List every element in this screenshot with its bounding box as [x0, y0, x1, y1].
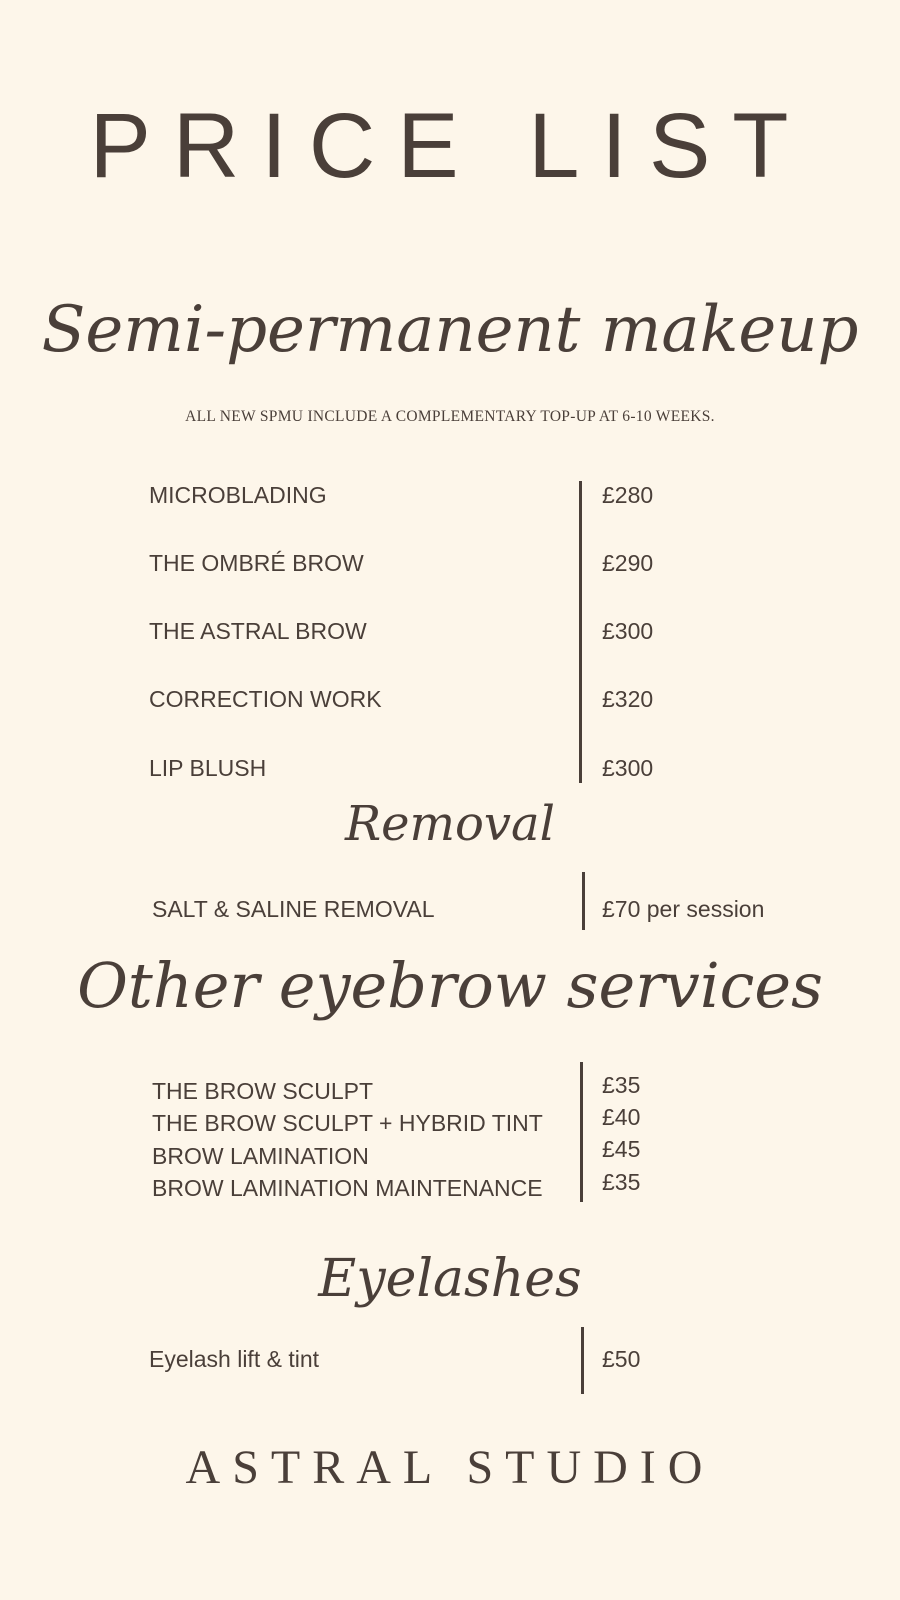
- section-heading-eyelashes: Eyelashes: [318, 1249, 582, 1309]
- spmu-note: ALL NEW SPMU INCLUDE A COMPLEMENTARY TOP-UP AT 6-10 WEEKS.: [185, 408, 715, 425]
- service-name: THE ASTRAL BROW: [149, 618, 367, 644]
- service-name: MICROBLADING: [149, 482, 327, 508]
- service-name: Eyelash lift & tint: [149, 1346, 320, 1372]
- divider-spmu: [579, 481, 582, 783]
- divider-removal: [582, 872, 585, 930]
- divider-eyelashes: [581, 1327, 584, 1394]
- service-price: £40: [602, 1104, 641, 1130]
- service-price: £300: [602, 618, 654, 644]
- section-heading-spmu: Semi-permanent makeup: [41, 293, 859, 367]
- service-name: THE OMBRÉ BROW: [149, 550, 364, 576]
- brand-name: ASTRAL STUDIO: [185, 1441, 715, 1494]
- service-name: LIP BLUSH: [149, 755, 267, 781]
- service-name: THE BROW SCULPT: [152, 1078, 374, 1104]
- service-price: £45: [602, 1136, 641, 1162]
- service-price: £290: [602, 550, 654, 576]
- service-name: BROW LAMINATION: [152, 1143, 369, 1169]
- service-price: £70 per session: [602, 896, 765, 922]
- section-heading-removal: Removal: [344, 796, 556, 852]
- divider-eyebrow: [580, 1062, 583, 1202]
- service-name: BROW LAMINATION MAINTENANCE: [152, 1175, 543, 1201]
- service-price: £320: [602, 686, 654, 712]
- service-price: £35: [602, 1072, 641, 1098]
- page-title: PRICE LIST: [89, 95, 811, 197]
- service-price: £280: [602, 482, 654, 508]
- service-price: £35: [602, 1169, 641, 1195]
- service-name: THE BROW SCULPT + HYBRID TINT: [152, 1110, 543, 1136]
- service-name: CORRECTION WORK: [149, 686, 382, 712]
- section-heading-eyebrow: Other eyebrow services: [77, 949, 823, 1022]
- service-name: SALT & SALINE REMOVAL: [152, 896, 435, 922]
- service-price: £50: [602, 1346, 641, 1372]
- service-price: £300: [602, 755, 654, 781]
